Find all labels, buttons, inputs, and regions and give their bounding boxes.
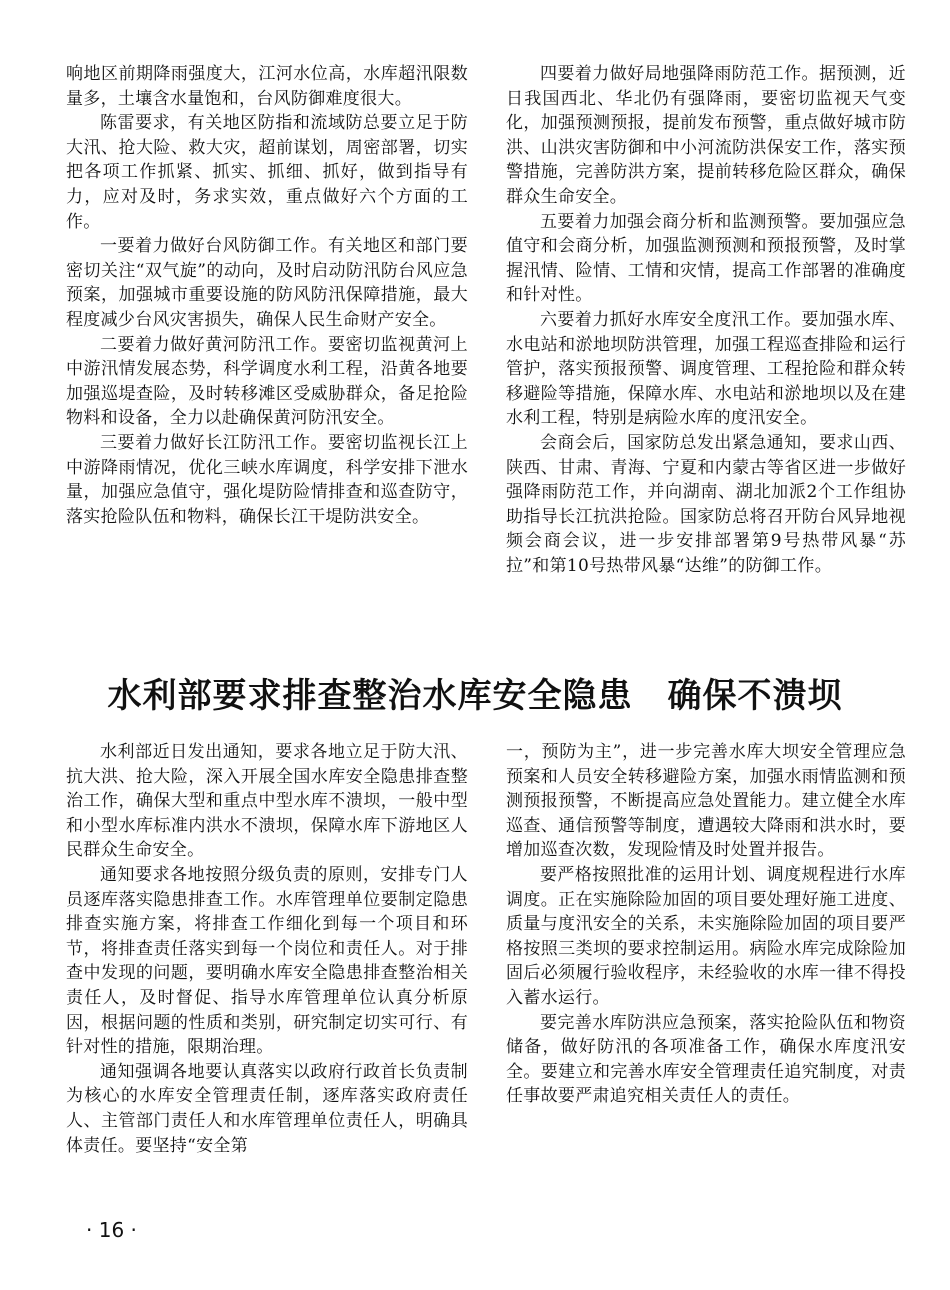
paragraph: 水利部近日发出通知，要求各地立足于防大汛、抗大洪、抢大险，深入开展全国水库安全隐患排查整治工作，确保大型和重点中型水库不溃坝，一般中型和小型水库标准内洪水不溃坝，保障水库下游地区人民群众生命安全。 <box>66 742 468 861</box>
paragraph: 三要着力做好长江防汛工作。要密切监视长江上中游降雨情况，优化三峡水库调度，科学安排下泄水量，加强应急值守，强化堤防险情排查和巡查防守，落实抢险队伍和物料，确保长江干堤防洪安全。 <box>66 432 468 527</box>
article-headline: 水利部要求排查整治水库安全隐患 确保不溃坝 <box>107 676 843 716</box>
paragraph: 五要着力加强会商分析和监测预警。要加强应急值守和会商分析，加强监测预测和预报预警，及时掌握汛情、险情、工情和灾情，提高工作部署的准确度和针对性。 <box>506 211 906 306</box>
paragraph: 陈雷要求，有关地区防指和流域防总要立足于防大汛、抢大险、救大灾，超前谋划，周密部署，切实把各项工作抓紧、抓实、抓细、抓好，做到指导有力，应对及时，务求实效，重点做好六个方面的工作。 <box>66 113 468 232</box>
page-number: · 16 · <box>86 1218 137 1242</box>
bottom-right-column <box>506 740 906 1109</box>
paragraph: 要完善水库防洪应急预案，落实抢险队伍和物资储备，做好防汛的各项准备工作，确保水库度汛安全。要建立和完善水库安全管理责任追究制度，对责任事故要严肃追究相关责任人的责任。 <box>506 1012 906 1107</box>
paragraph: 通知强调各地要认真落实以政府行政首长负责制为核心的水库安全管理责任制，逐库落实政府责任人、主管部门责任人和水库管理单位责任人，明确具体责任。要坚持“安全第 <box>66 1061 468 1156</box>
paragraph: 一，预防为主”，进一步完善水库大坝安全管理应急预案和人员安全转移避险方案，加强水雨情监测和预测预报预警，不断提高应急处置能力。建立健全水库巡查、通信预警等制度，遭遇较大降雨和洪水时，要增加巡查次数，发现险情及时处置并报告。 <box>506 742 906 861</box>
paragraph: 四要着力做好局地强降雨防范工作。据预测，近日我国西北、华北仍有强降雨，要密切监视天气变化，加强预测预报，提前发布预警，重点做好城市防洪、山洪灾害防御和中小河流防洪保安工作，落实预警措施，完善防洪方案，提前转移危险区群众，确保群众生命安全。 <box>506 64 906 207</box>
paragraph: 响地区前期降雨强度大，江河水位高，水库超汛限数量多，土壤含水量饱和，台风防御难度很大。 <box>66 64 468 109</box>
paragraph: 一要着力做好台风防御工作。有关地区和部门要密切关注“双气旋”的动向，及时启动防汛防台风应急预案，加强城市重要设施的防风防汛保障措施，最大程度减少台风灾害损失，确保人民生命财产安全。 <box>66 236 468 330</box>
top-right-column <box>506 62 906 578</box>
paragraph: 通知要求各地按照分级负责的原则，安排专门人员逐库落实隐患排查工作。水库管理单位要制定隐患排查实施方案，将排查工作细化到每一个项目和环节，将排查责任落实到每一个岗位和责任人。对于排查中发现的问题，要明确水库安全隐患排查整治相关责任人，及时督促、指导水库管理单位认真分析原因，根据问题的性质和类别，研究制定切实可行、有针对性的措施，限期治理。 <box>66 864 468 1058</box>
top-left-column <box>66 62 468 529</box>
paragraph: 要严格按照批准的运用计划、调度规程进行水库调度。正在实施除险加固的项目要处理好施工进度、质量与度汛安全的关系，未实施除险加固的项目要严格按照三类坝的要求控制运用。病险水库完成除险加固后必须履行验收程序，未经验收的水库一律不得投入蓄水运行。 <box>506 864 906 1008</box>
bottom-left-column <box>66 740 468 1158</box>
paragraph: 会商会后，国家防总发出紧急通知，要求山西、陕西、甘肃、青海、宁夏和内蒙古等省区进一步做好强降雨防范工作，并向湖南、湖北加派2个工作组协助指导长江抗洪抢险。国家防总将召开防台风异地视频会商会议，进一步安排部署第9号热带风暴“苏拉”和第10号热带风暴“达维”的防御工作。 <box>506 432 906 576</box>
paragraph: 六要着力抓好水库安全度汛工作。要加强水库、水电站和淤地坝防洪管理，加强工程巡查排险和运行管护，落实预报预警、调度管理、工程抢险和群众转移避险等措施，保障水库、水电站和淤地坝以及在建水利工程，特别是病险水库的度汛安全。 <box>506 309 906 429</box>
paragraph: 二要着力做好黄河防汛工作。要密切监视黄河上中游汛情发展态势，科学调度水利工程，沿黄各地要加强巡堤查险，及时转移滩区受威胁群众，备足抢险物料和设备，全力以赴确保黄河防汛安全。 <box>66 334 468 429</box>
